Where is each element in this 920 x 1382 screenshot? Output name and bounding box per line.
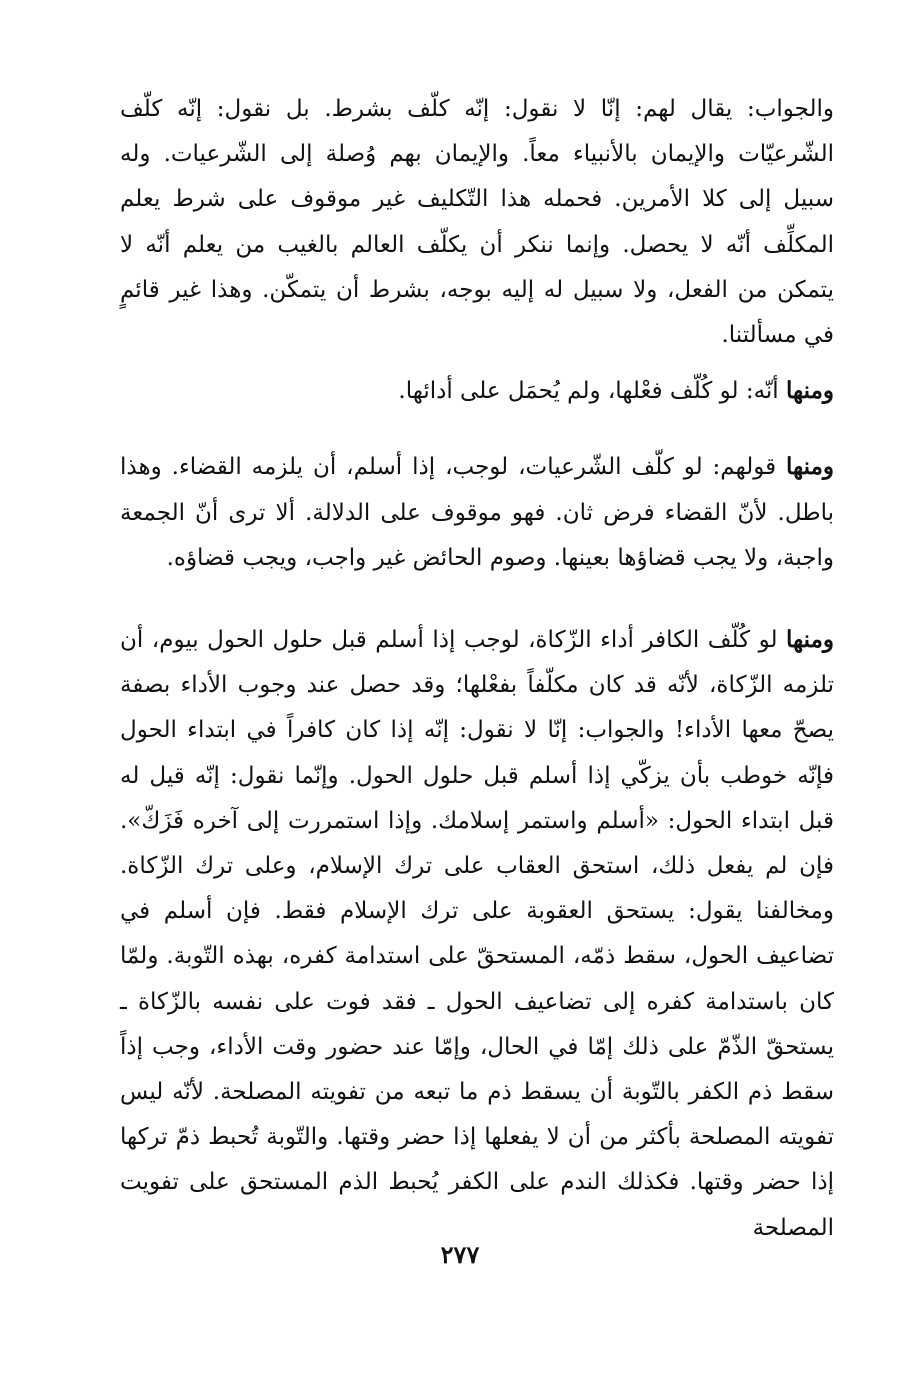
paragraph-objection-3 (120, 617, 834, 1251)
paragraph-lead: ومنها (786, 453, 834, 481)
paragraph-reply (120, 86, 834, 358)
paragraph-text: أنّه: لو كُلّف فعْلها، ولم يُحمَل على أدائها. (398, 378, 787, 405)
paragraph-text: لو كُلّف الكافر أداء الزّكاة، لوجب إذا أسلم قبل حلول الحول بيوم، أن تلزمه الزّكاة، لأنّه قد كان مكلّفاً بفعْلها؛ وقد حصل عند وجوب الأداء بصفة يصحّ معها الأداء! والجواب: إنّا لا نقول: إنّه إذا كان كافراً في ابتداء الحول فإنّه خوطب بأن يزكّي إذا أسلم قبل حلول الحول. وإنّما نقول: إنّه قيل له قبل ابتداء الحول: «أسلم واستمر إسلامك. وإذا استمررت إلى آخره فَزَكّ». فإن لم يفعل ذلك، استحق العقاب على ترك الإسلام، وعلى ترك الزّكاة. ومخالفنا يقول: يستحق العقوبة على ترك الإسلام فقط. فإن أسلم في تضاعيف الحول، سقط ذمّه، المستحقّ على استدامة كفره، بهذه التّوبة. ولمّا كان باستدامة كفره إلى تضاعيف الحول ـ فقد فوت على نفسه بالزّكاة ـ يستحقّ الذّمّ على ذلك إمّا في الحال، وإمّا عند حضور وقت الأداء، وجب إذاً سقط ذم الكفر بالتّوبة أن يسقط ذم ما تبعه من تفويته المصلحة. لأنّه ليس تفويته المصلحة بأكثر من أن لا يفعلها إذا حضر وقتها. والتّوبة تُحبط ذمّ تركها إذا حضر وقتها. فكذلك الندم على الكفر يُحبط الذم المستحق على تفويت المصلحة (120, 627, 834, 1241)
paragraph-text: قولهم: لو كلّف الشّرعيات، لوجب، إذا أسلم، أن يلزمه القضاء. وهذا باطل. لأنّ القضاء فرض ثان. فهو موقوف على الدلالة. ألا ترى أنّ الجمعة واجبة، ولا يجب قضاؤها بعينها. وصوم الحائض غير واجب، ويجب قضاؤه. (120, 454, 834, 571)
paragraph-objection-1 (120, 368, 834, 414)
paragraph-objection-2 (120, 444, 834, 581)
paragraph-lead: ومنها (786, 626, 834, 654)
paragraph-lead: ومنها (786, 377, 834, 405)
paragraph-text: والجواب: يقال لهم: إنّا لا نقول: إنّه كلّف بشرط. بل نقول: إنّه كلّف الشّرعيّات والإيمان بالأنبياء معاً. والإيمان بهم وُصلة إلى الشّرعيات. وله سبيل إلى كلا الأمرين. فحمله هذا التّكليف غير موقوف على شرط يعلم المكلِّف أنّه لا يحصل. وإنما ننكر أن يكلّف العالم بالغيب من يعلم أنّه لا يتمكن من الفعل، ولا سبيل له إليه بوجه، بشرط أن يتمكّن. وهذا غير قائمٍ في مسألتنا. (120, 96, 835, 349)
page-number: ٢٧٧ (440, 1240, 480, 1269)
